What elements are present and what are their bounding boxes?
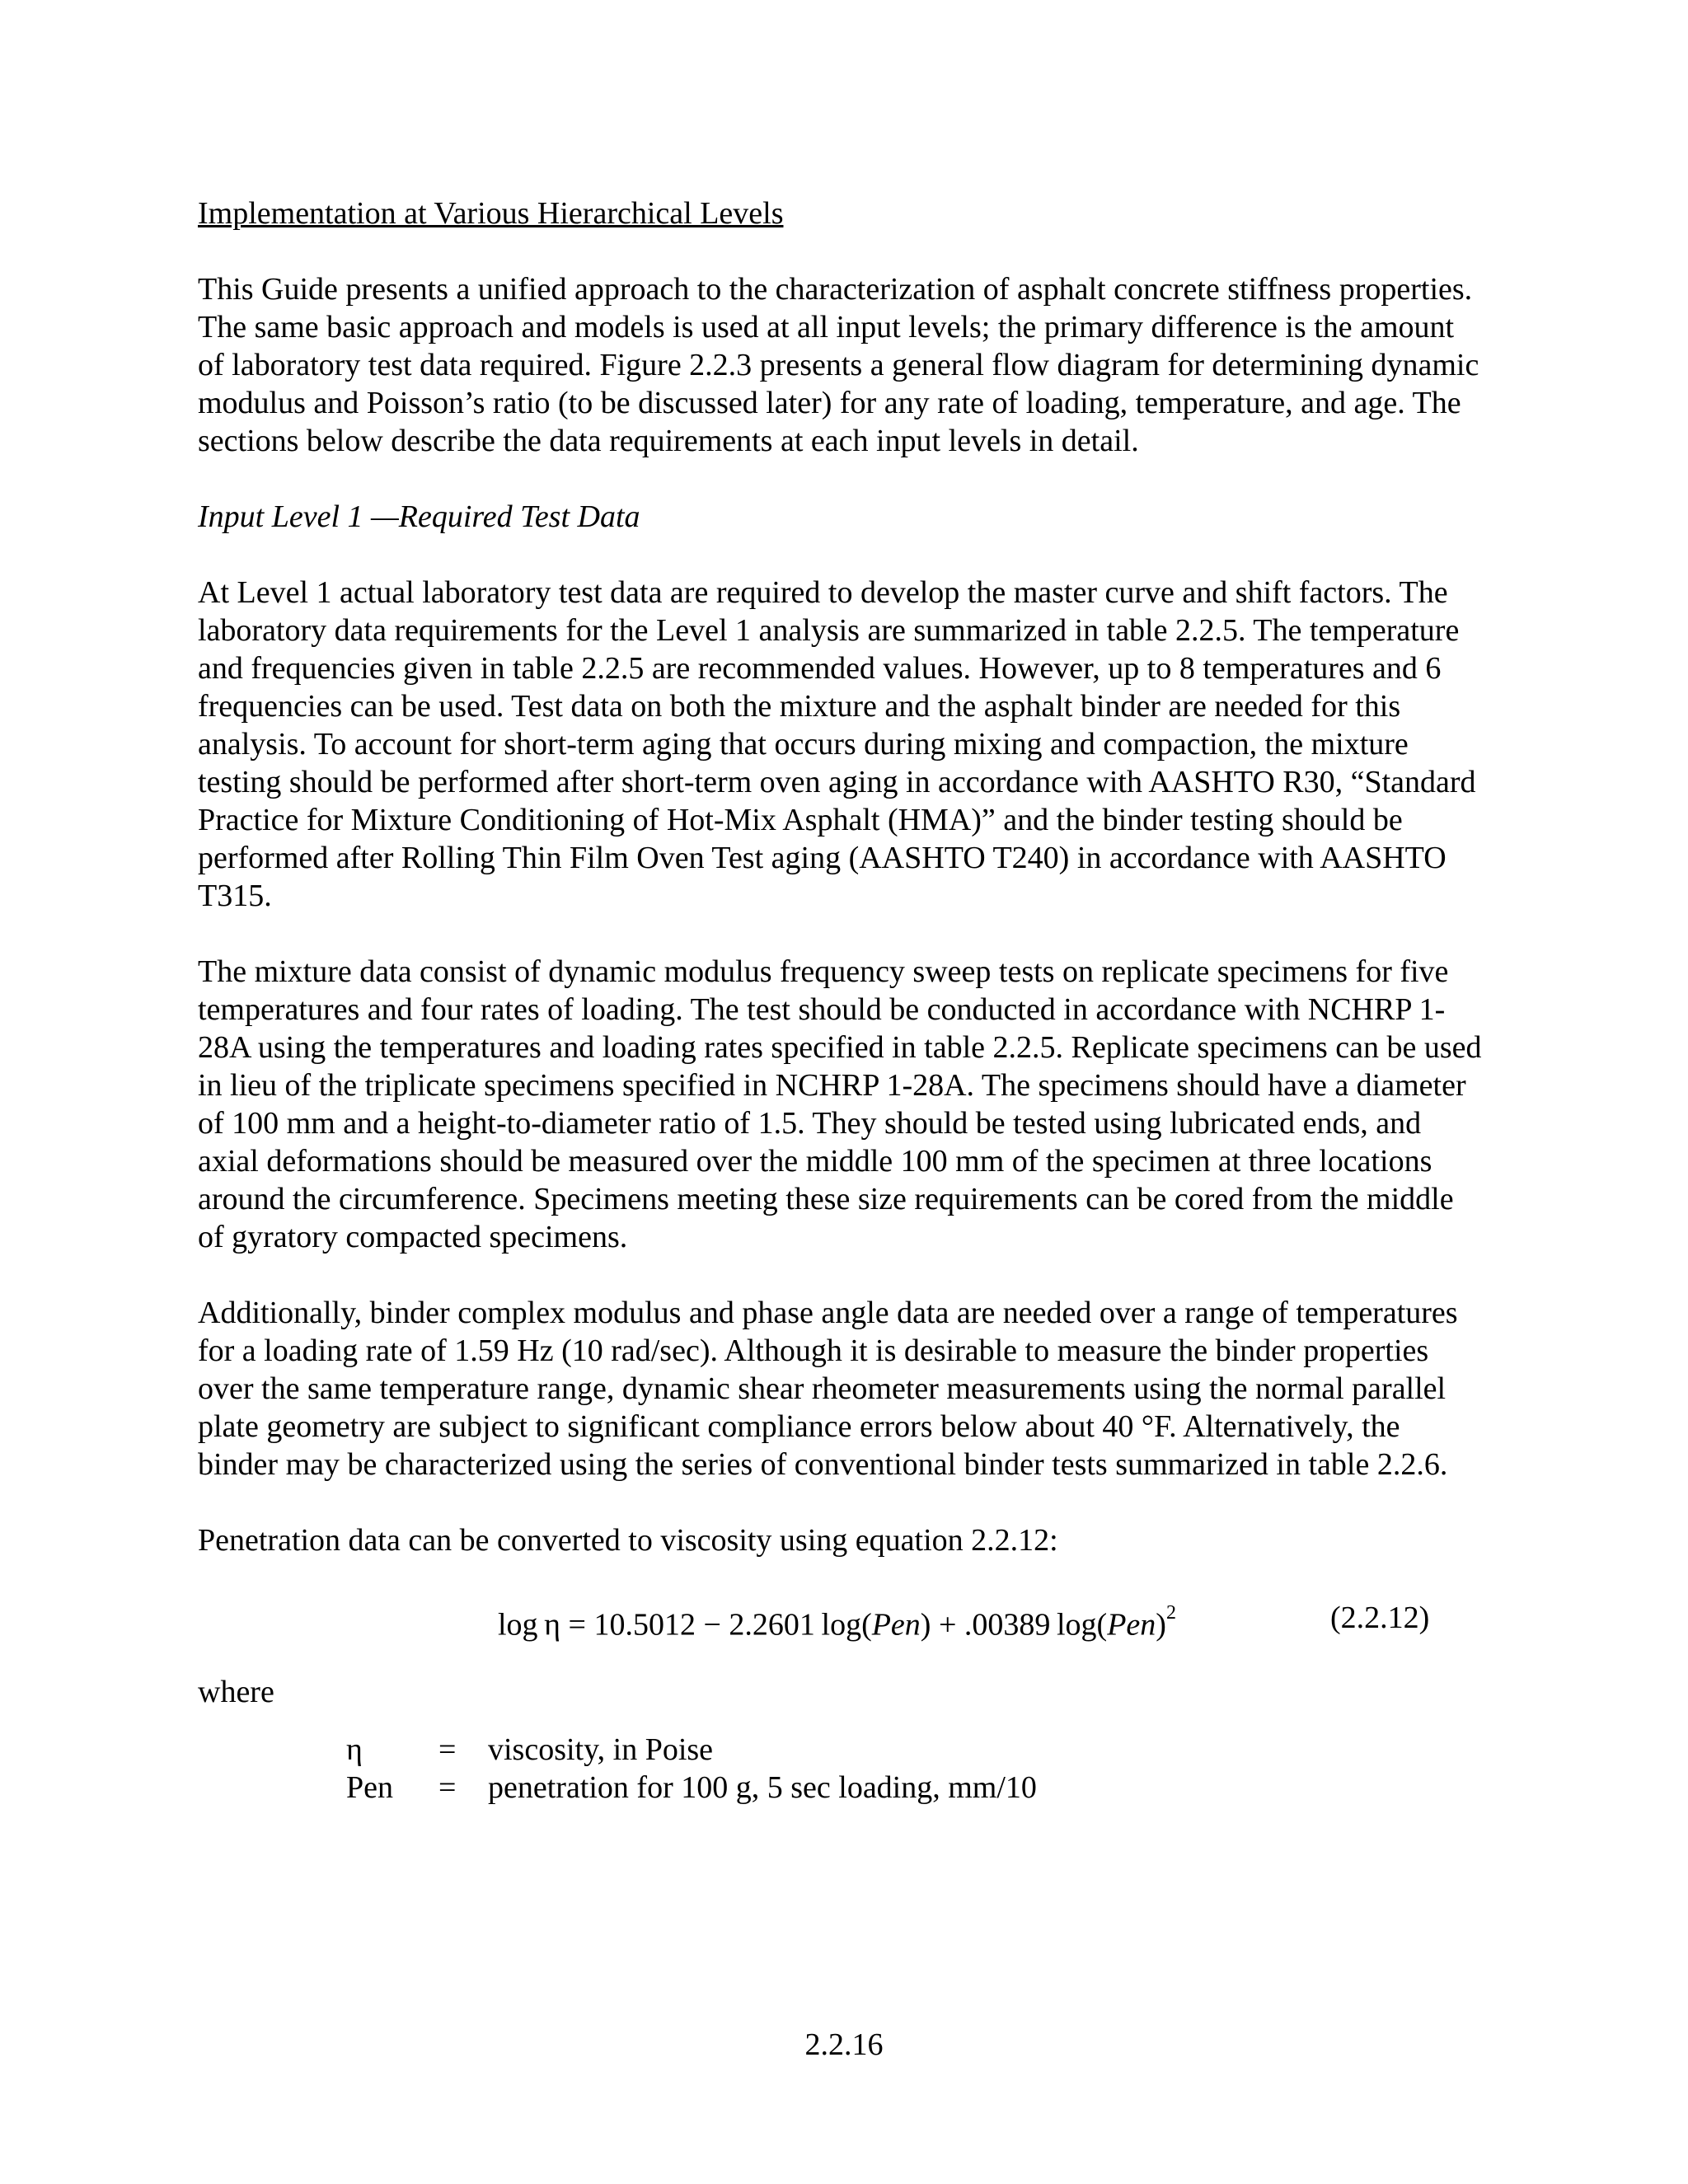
- page-number: 2.2.16: [804, 2027, 884, 2062]
- equation-mid: ) + .00389 log(: [920, 1607, 1108, 1643]
- equation-end: ): [1156, 1607, 1166, 1643]
- equation-exponent: 2: [1165, 1602, 1176, 1624]
- equation-var-pen-1: Pen: [871, 1607, 921, 1643]
- intro-paragraph: This Guide presents a unified approach to the characterization of asphalt concrete stiffness properties. The same basic approach and models is used at all input levels; the primary difference is the amount of laboratory test data required. Figure 2.2.3 presents a general flow diagram for determining dynamic modulus and Poisson’s ratio (to be discussed later) for any rate of loading, temperature, and age. The sections below describe the data requirements at each input levels in detail.: [198, 272, 1479, 458]
- binder-data-paragraph: Additionally, binder complex modulus and phase angle data are needed over a range of temperatures for a loading rate of 1.59 Hz (10 rad/sec). Although it is desirable to measure the binder properties over the same temperature range, dynamic shear rheometer measurements using the normal parallel plate geometry are subject to significant compliance errors below about 40 °F. Alternatively, the binder may be characterized using the series of conventional binder tests summarized in table 2.2.6.: [198, 1296, 1458, 1482]
- definition-text: penetration for 100 g, 5 sec loading, mm/10: [488, 1770, 1037, 1805]
- equation-row: [198, 1597, 1484, 1642]
- definition-symbol: η: [346, 1732, 363, 1767]
- level1-paragraph: At Level 1 actual laboratory test data are required to develop the master curve and shift factors. The laboratory data requirements for the Level 1 analysis are summarized in table 2.2.5. The temperature and frequencies given in table 2.2.5 are recommended values. However, up to 8 temperatures and 6 frequencies can be used. Test data on both the mixture and the asphalt binder are needed for this analysis. To account for short-term aging that occurs during mixing and compaction, the mixture testing should be performed after short-term oven aging in accordance with AASHTO R30, “Standard Practice for Mixture Conditioning of Hot-Mix Asphalt (HMA)” and the binder testing should be performed after Rolling Thin Film Oven Test aging (AASHTO T240) in accordance with AASHTO T315.: [198, 575, 1476, 913]
- definition-equals: =: [438, 1732, 457, 1767]
- equation-var-pen-2: Pen: [1107, 1607, 1156, 1643]
- page-content: [198, 194, 1484, 1807]
- definition-symbol: Pen: [346, 1770, 393, 1805]
- section-heading: Implementation at Various Hierarchical Levels: [198, 196, 784, 231]
- mixture-data-paragraph: The mixture data consist of dynamic modulus frequency sweep tests on replicate specimens for five temperatures and four rates of loading. The test should be conducted in accordance with NCHRP 1-28A using the temperatures and loading rates specified in table 2.2.5. Replicate specimens can be used in lieu of the triplicate specimens specified in NCHRP 1-28A. The specimens should have a diameter of 100 mm and a height-to-diameter ratio of 1.5. They should be tested using lubricated ends, and axial deformations should be measured over the middle 100 mm of the specimen at three locations around the circumference. Specimens meeting these size requirements can be cored from the middle of gyratory compacted specimens.: [198, 954, 1482, 1254]
- definition-equals: =: [438, 1770, 457, 1805]
- where-label: where: [198, 1675, 274, 1709]
- equation-lhs: log η = 10.5012 − 2.2601 log(: [498, 1607, 872, 1643]
- variable-definitions: [346, 1731, 1484, 1807]
- subsection-heading: Input Level 1 —Required Test Data: [198, 499, 640, 534]
- definition-row: [346, 1769, 1484, 1807]
- penetration-paragraph: Penetration data can be converted to viscosity using equation 2.2.12:: [198, 1523, 1058, 1558]
- equation-number: (2.2.12): [1330, 1601, 1430, 1635]
- viscosity-equation: [498, 1599, 1176, 1644]
- definition-text: viscosity, in Poise: [488, 1732, 714, 1767]
- definition-row: [346, 1731, 1484, 1769]
